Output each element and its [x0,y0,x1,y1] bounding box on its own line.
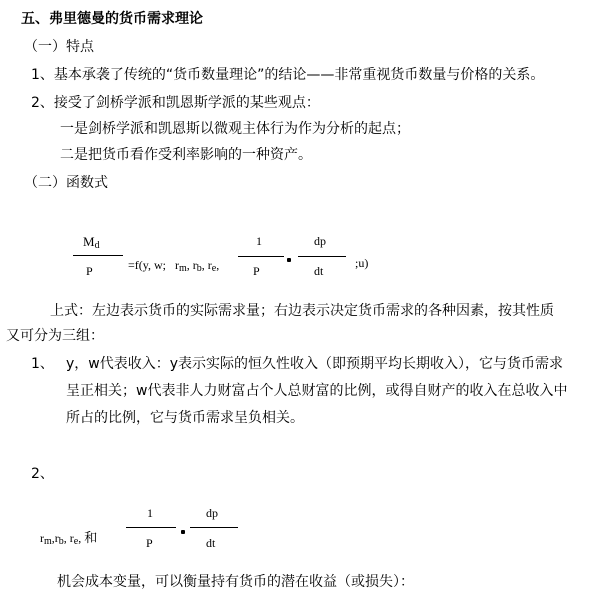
closing-text: 机会成本变量，可以衡量持有货币的潜在收益（或损失）： [57,574,414,590]
formula2-one-numerator: 1 [147,506,153,520]
fraction-bar [238,256,284,257]
multiply-dot [181,530,185,534]
feature-subitem-2: 二是把货币看作受利率影响的一种资产。 [60,147,312,163]
list-item-1-line-3: 所占的比例，它与货币需求呈负相关。 [66,410,304,426]
fraction-bar [126,527,176,528]
formula-p-denominator-2: P [253,264,260,278]
formula-tail: ;u) [355,256,369,270]
explanation-line-1: 上式：左边表示货币的实际需求量；右边表示决定货币需求的各种因素，按其性质 [50,303,554,319]
list-item-1-number: 1、 [31,356,54,372]
formula-dp-numerator: dp [314,234,326,248]
formula-one-numerator: 1 [256,234,262,248]
fraction-bar [190,527,238,528]
formula-rate-variables: $r_m,r_b$, $r_e$, 和 [40,531,98,547]
formula-p-denominator: P [86,264,93,278]
formula-md-numerator: $M_d$ [83,234,100,251]
subsection-title-features: （一）特点 [24,39,94,55]
formula2-p-denominator: P [146,536,153,550]
formula-dt-denominator: dt [314,264,324,278]
list-item-1-line-1: y，w代表收入：y表示实际的恒久性收入（即预期平均长期收入），它与货币需求 [66,356,564,372]
feature-item-1: 1、基本承袭了传统的“货币数量理论”的结论——非常重视货币数量与价格的关系。 [31,67,545,83]
feature-item-2: 2、接受了剑桥学派和凯恩斯学派的某些观点： [31,95,320,111]
multiply-dot [287,258,291,262]
list-item-2-number: 2、 [31,466,54,482]
explanation-line-2: 又可分为三组： [6,328,104,344]
section-heading: 五、弗里德曼的货币需求理论 [21,11,203,27]
list-item-1-line-2: 呈正相关；w代表非人力财富占个人总财富的比例，或得自财产的收入在总收入中 [66,383,568,399]
subsection-title-function: （二）函数式 [24,175,108,191]
formula-function-args: =f(y, w; $r_m$, $r_b$, $r_e$, [128,258,220,274]
fraction-bar [73,255,123,256]
feature-subitem-1: 一是剑桥学派和凯恩斯以微观主体行为作为分析的起点； [60,121,410,137]
formula2-dp-numerator: dp [206,506,218,520]
fraction-bar [298,256,346,257]
formula2-dt-denominator: dt [206,536,216,550]
